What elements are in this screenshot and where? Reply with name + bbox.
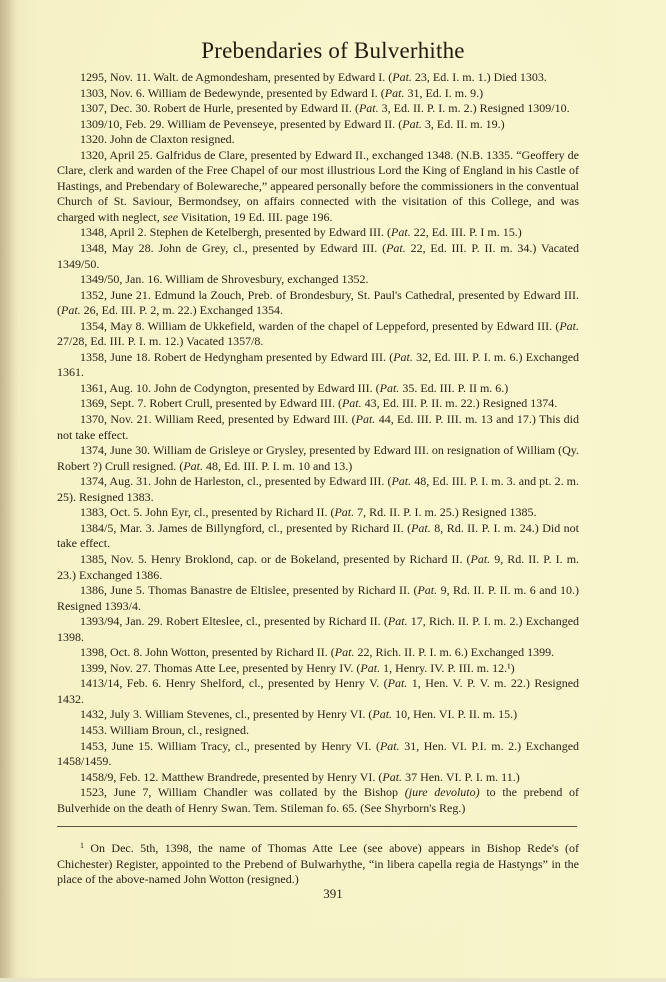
entry: 1383, Oct. 5. John Eyr, cl., presented by Richard II. (Pat. 7, Rd. II. P. I. m. 25.) Resigned 1385. [80,505,537,520]
entry-ref-label: Pat. [183,458,203,473]
entry-ref-label: Pat. [391,474,412,489]
page-number: 391 [323,886,343,901]
entry: 1386, June 5. Thomas Banastre de Eltislee, presented by Richard II. (Pat. 9, Rd. II. P. II. m. 6 and 10.) Resigned 1393/4. [57,583,579,613]
footnote [57,838,579,888]
entry-date: 1385, Nov. 5. [80,551,147,566]
entry-date: 1369, Sept. 7. [80,396,147,411]
entry-ref-detail: 35. Ed. III. P. II m. 6.) [402,380,509,395]
entry-text: William de Pevenseye, presented by Edward II. [167,116,396,131]
entry-date: 1413/14, Feb. 6. [80,676,162,691]
entry: 1369, Sept. 7. Robert Crull, presented by Edward III. (Pat. 43, Ed. III. P. II. m. 22.) Resigned 1374. [80,396,558,411]
entry-ref-label: Pat. [470,551,491,566]
entry-ref-detail: 31, Ed. I. m. 9.) [407,85,484,100]
entry: 1370, Nov. 21. William Reed, presented by Edward III. (Pat. 44, Ed. III. P. III. m. 13 and 17.) This did not take effect. [57,412,579,442]
entry-date: 1309/10, Feb. 29. [80,116,165,131]
entry-text: Walt. de Agmondesham, presented by Edward I. [153,70,386,84]
entry-text: John de Harleston, cl., presented by Edward III. [154,474,385,489]
entry-ref-label: Pat. [392,70,412,84]
entry-ref-detail: 1, Hen. V. P. V. m. 22.) [411,676,530,691]
entry-text: Robert de Hurle, presented by Edward II. [153,101,352,116]
entry-ref-label: Pat. [387,614,408,629]
entry-ref-detail: to the prebend of Bulverhide on the death of Henry Swan. Tem. Stileman fo. 65. (See Shyrborn's Reg.) [57,785,580,815]
entry-ref-label: Pat. [360,660,381,675]
entry-ref-detail: 9, Rd. II. P. I. m. 23.) [57,551,580,582]
entry-date: 1354, May 8. [80,318,145,333]
entry-note: Resigned 1385. [461,505,537,520]
entry-date: 1349/50, Jan. 16. [80,272,163,287]
entry-text: Henry Shelford, cl., presented by Henry V. [165,676,380,691]
entry-note: Vacated 1357/8. [186,334,264,349]
entry-text: William Broun, cl., resigned. [109,722,249,737]
entry-note: Exchanged 1386. [79,567,163,582]
entry-text: John Wotton, presented by Richard II. [145,645,328,660]
entry-ref-detail: 17, Rich. II. P. I. m. 2.) [410,614,523,629]
entry-date: 1383, Oct. 5. [80,505,143,520]
entry-text: William de Grisleye or Grysley, presented by Edward III. on resignation of William (Qy. Robert ?) Crull resigned. [57,443,580,473]
entry-ref-detail: 44, Ed. III. P. III. m. 13 and 17.) [378,412,536,427]
entry-ref-detail: 48, Ed. III. P. I. m. 10 and 13.) [205,458,353,473]
entry: 1384/5, Mar. 3. James de Billyngford, cl., presented by Richard II. (Pat. 8, Rd. II. P. I. m. 24.) Did not take effect. [57,520,579,551]
entry-ref-detail: 22, Ed. III. P. I m. 15.) [413,225,522,240]
entry-ref-detail: 48, Ed. III. P. I. m. 3. and pt. 2. m. 25). [57,474,579,504]
entry-text: Stephen de Ketelbergh, presented by Edward III. [149,225,385,240]
entry-ref-label: Pat. [379,738,400,753]
entry-date: 1399, Nov. 27. [80,660,151,675]
entry-text: Henry Broklond, cap. or de Bokeland, presented by Richard II. [150,551,463,566]
footnote-divider [57,826,577,827]
entry-note: Exchanged 1458/1459. [57,738,580,769]
entry-text: Thomas Banastre de Eltislee, presented by Richard II. [148,583,411,598]
entry-note: This did not take effect. [57,412,579,442]
entry-date: 1303, Nov. 6. [80,85,145,100]
entry-note: Resigned 1393/4. [57,598,141,613]
entry: 1358, June 18. Robert de Hedyngham presented by Edward III. (Pat. 32, Ed. III. P. I. m. 6.) Exchanged 1361. [57,349,580,380]
entry-date: 1361, Aug. 10. [80,380,152,395]
entry-ref-detail: 10, Hen. VI. P. II. m. 15.) [395,707,518,722]
entry-ref-label: Pat. [411,520,431,535]
entry-ref-detail: 26, Ed. III. P. 2, m. 22.) [83,303,197,318]
entry-date: 1386, June 5. [80,583,145,598]
entry [57,723,579,739]
entry: 1361, Aug. 10. John de Codyngton, presented by Edward III. (Pat. 35. Ed. III. P. II m. 6.) [80,380,509,395]
entry-date: 1398, Oct. 8. [80,645,143,660]
entry: 1348, May 28. John de Grey, cl., presented by Edward III. (Pat. 22, Ed. III. P. II. m. 34.) Vacated 1349/50. [57,241,580,271]
entry-date: 1352, June 21. [80,287,151,302]
entry-note: Resigned 1374. [482,396,558,411]
entry-ref-label: Pat. [559,318,579,333]
entry-ref-label: Pat. [391,225,411,240]
page-gutter-shadow [0,0,18,982]
entry-date: 1453. [80,722,107,737]
entry-ref-detail: 8, Rd. II. P. I. m. 24.) [434,520,539,535]
entry-ref-detail: 23, Ed. I. m. 1.) [414,70,491,84]
entry-ref-detail: 7, Rd. II. P. I. m. 25.) [357,505,459,520]
entry-ref-detail: 37 Hen. VI. P. I. m. 11.) [405,769,520,784]
entry: 1348, April 2. Stephen de Ketelbergh, presented by Edward III. (Pat. 22, Ed. III. P. I m. 15.) [80,225,522,240]
entry-note: Did not take effect. [57,520,579,551]
entries-list [57,70,579,816]
entry-ref-label: Pat. [393,349,413,364]
entry-date: 1374, June 30. [80,443,151,458]
entry: 1453, June 15. William Tracy, cl., presented by Henry VI. (Pat. 31, Hen. VI. P.I. m. 2.) Exchanged 1458/1459. [57,738,580,769]
entry-date: 1348, May 28. [80,241,154,256]
entry-ref-label: Pat. [372,707,393,722]
entry-ref-label: Pat. [387,676,408,691]
entry: 1399, Nov. 27. Thomas Atte Lee, presented by Henry IV. (Pat. 1, Henry. IV. P. III. m. 12.¹) [80,660,515,675]
entry-text: William Reed, presented by Edward III. [154,412,349,427]
entry-text: William de Shrovesbury, exchanged 1352. [165,272,369,287]
entry: 1374, June 30. William de Grisleye or Grysley, presented by Edward III. on resignation of William (Qy. Robert ?) Crull resigned. (Pat. 48, Ed. III. P. I. m. 10 and 13.) [57,443,580,473]
entry-ref-label: Pat. [334,505,355,520]
entry-text: Galfridus de Clare, presented by Edward II., exchanged 1348. (N.B. 1335. “Geoffery de Clare, clerk and warden of the Free Chapel of our most illustrious Lord the King of England in his Castle of Hastings, and Prebendary of Bolewareche,” appeared personally before the commissioners in the conventual Church of St. Saviour, Bermondsey, on affairs connected with the visitation of this College, and was charged with neglect, [57,147,579,224]
entry-ref-label: Pat. [384,85,405,100]
entry [57,785,579,816]
entry [57,148,579,226]
entry-text: William de Ukkefield, warden of the chapel of Leppeford, presented by Edward III. [147,318,553,333]
entry-ref-detail: 22, Ed. III. P. II. m. 34.) [410,241,537,256]
entry: 1295, Nov. 11. Walt. de Agmondesham, presented by Edward I. (Pat. 23, Ed. I. m. 1.) Died 1303. [80,70,547,84]
page-title: Prebendaries of Bulverhithe [201,38,465,63]
entry-date: 1453, June 15. [80,738,154,753]
entry-ref-detail: 27/28, Ed. III. P. I. m. 12.) [57,334,184,349]
entry-date: 1295, Nov. 11. [80,70,151,84]
entry-note: Resigned 1432. [57,676,580,706]
entry-note: Exchanged 1398. [57,614,580,644]
entry-text: Edmund la Zouch, Preb. of Brondesbury, St. Paul's Cathedral, presented by Edward III. [154,287,579,302]
entry-text: Thomas Atte Lee, presented by Henry IV. [153,660,354,675]
entry-ref-detail: 1, Henry. IV. P. III. m. 12.¹) [383,660,515,675]
entry-note: Exchanged 1399. [470,645,555,660]
entry-date: 1523, June 7, [80,785,152,800]
entry-text: John de Claxton resigned. [110,132,235,147]
entry-date: 1432, July 3. [80,707,143,722]
entry-note: Exchanged 1361. [57,349,580,380]
entry-ref-detail: 43, Ed. III. P. II. m. 22.) [364,396,480,411]
entry-text: Robert Crull, presented by Edward III. [149,396,335,411]
entry-text: Robert de Hedyngham presented by Edward III. [153,349,386,364]
entry-ref-detail: 9, Rd. II. P. II. m. 6 and 10.) [440,583,579,598]
entry-ref-detail: Visitation, 19 Ed. III. page 196. [180,209,333,224]
entry-ref-detail: 3, Ed. II. P. I. m. 2.) [381,101,477,116]
entry-ref-label: Pat. [382,769,403,784]
entry-date: 1370, Nov. 21. [80,412,152,427]
entry-ref-label: see [162,209,179,224]
entry-ref-label: Pat. [358,101,379,116]
entry-note: Resigned 1309/10. [479,101,570,116]
entry-text: William Tracy, cl., presented by Henry VI. [157,738,372,753]
footnote-text: On Dec. 5th, 1398, the name of Thomas Atte Lee (see above) appears in Bishop Rede's (of Chichester) Register, appointed to the Prebend of Bulwarhythe, “in libera capella regia de Hastyngs” in the place of the above-named John Wotton (resigned.) [57,841,580,887]
entry-date: 1393/94, Jan. 29. [80,614,163,629]
entry-text: Matthew Brandrede, presented by Henry VI. [161,769,376,784]
entry-note: Vacated 1349/50. [57,241,580,271]
entry: 1432, July 3. William Stevenes, cl., presented by Henry VI. (Pat. 10, Hen. VI. P. II. m. 15.) [80,707,518,722]
entry-text: Robert Elteslee, cl., presented by Richard II. [166,614,381,629]
entry [57,272,579,288]
entry-ref-label: Pat. [61,303,81,318]
entry-ref-detail: 3, Ed. II. m. 19.) [424,116,505,131]
entry-date: 1358, June 18. [80,349,151,364]
entry: 1398, Oct. 8. John Wotton, presented by Richard II. (Pat. 22, Rich. II. P. I. m. 6.) Exchanged 1399. [80,645,555,660]
entry-ref-detail: 31, Hen. VI. P.I. m. 2.) [404,738,522,753]
page-bottom-edge [0,978,666,982]
entry-ref-detail: 22, Rich. II. P. I. m. 6.) [357,645,468,660]
entry-text: John de Codyngton, presented by Edward III. [154,380,373,395]
entry: 1309/10, Feb. 29. William de Pevenseye, presented by Edward II. (Pat. 3, Ed. II. m. 19.) [80,116,505,131]
entry-date: 1320. [80,132,107,147]
entry-ref-label: Pat. [386,241,406,256]
entry-ref-label: Pat. [341,396,362,411]
entry-text: William Stevenes, cl., presented by Henry VI. [144,707,366,722]
entry-text: William Chandler was collated by the Bishop [157,785,399,800]
entry: 1303, Nov. 6. William de Bedewynde, presented by Edward I. (Pat. 31, Ed. I. m. 9.) [80,85,484,100]
entry: 1413/14, Feb. 6. Henry Shelford, cl., presented by Henry V. (Pat. 1, Hen. V. P. V. m. 22.) Resigned 1432. [57,676,580,706]
entry-date: 1384/5, Mar. 3. [80,520,155,535]
entry [57,132,579,148]
entry-date: 1320, April 25. [80,147,153,162]
entry: 1354, May 8. William de Ukkefield, warden of the chapel of Leppeford, presented by Edward III. (Pat. 27/28, Ed. III. P. I. m. 12.) Vacated 1357/8. [57,318,579,349]
entry-ref-label: Pat. [334,645,355,660]
entry-ref-label: Pat. [402,116,422,131]
entry-ref-label: Pat. [417,583,438,598]
entry: 1352, June 21. Edmund la Zouch, Preb. of Brondesbury, St. Paul's Cathedral, presented by Edward III. (Pat. 26, Ed. III. P. 2, m. 22.) Exchanged 1354. [57,287,579,318]
entry-ref-label: Pat. [355,412,376,427]
entry-date: 1307, Dec. 30. [80,101,151,116]
entry-text: John de Grey, cl., presented by Edward III. [158,241,378,256]
entry-ref-detail: 32, Ed. III. P. I. m. 6.) [416,349,523,364]
entry-note: Died 1303. [493,70,547,84]
entry: 1385, Nov. 5. Henry Broklond, cap. or de Bokeland, presented by Richard II. (Pat. 9, Rd. II. P. I. m. 23.) Exchanged 1386. [57,551,580,582]
entry-ref-label: Pat. [379,380,400,395]
entry-date: 1348, April 2. [80,225,147,240]
entry-date: 1374, Aug. 31. [80,474,152,489]
entry-note: Exchanged 1354. [199,303,283,318]
entry-note: Resigned 1383. [79,489,154,504]
entry-text: John Eyr, cl., presented by Richard II. [145,505,328,520]
entry: 1393/94, Jan. 29. Robert Elteslee, cl., presented by Richard II. (Pat. 17, Rich. II. P. I. m. 2.) Exchanged 1398. [57,614,580,644]
entry: 1458/9, Feb. 12. Matthew Brandrede, presented by Henry VI. (Pat. 37 Hen. VI. P. I. m. 11.) [80,769,520,784]
entry: 1307, Dec. 30. Robert de Hurle, presented by Edward II. (Pat. 3, Ed. II. P. I. m. 2.) Resigned 1309/10. [80,101,570,116]
entry-date: 1458/9, Feb. 12. [80,769,159,784]
footnote-marker: 1 [80,841,84,850]
entry: 1374, Aug. 31. John de Harleston, cl., presented by Edward III. (Pat. 48, Ed. III. P. I. m. 3. and pt. 2. m. 25). Resigned 1383. [57,474,579,504]
entry-text: William de Bedewynde, presented by Edward I. [147,85,378,100]
entry-text: James de Billyngford, cl., presented by Richard II. [158,520,404,535]
entry-ref-label: (jure devoluto) [404,785,480,800]
